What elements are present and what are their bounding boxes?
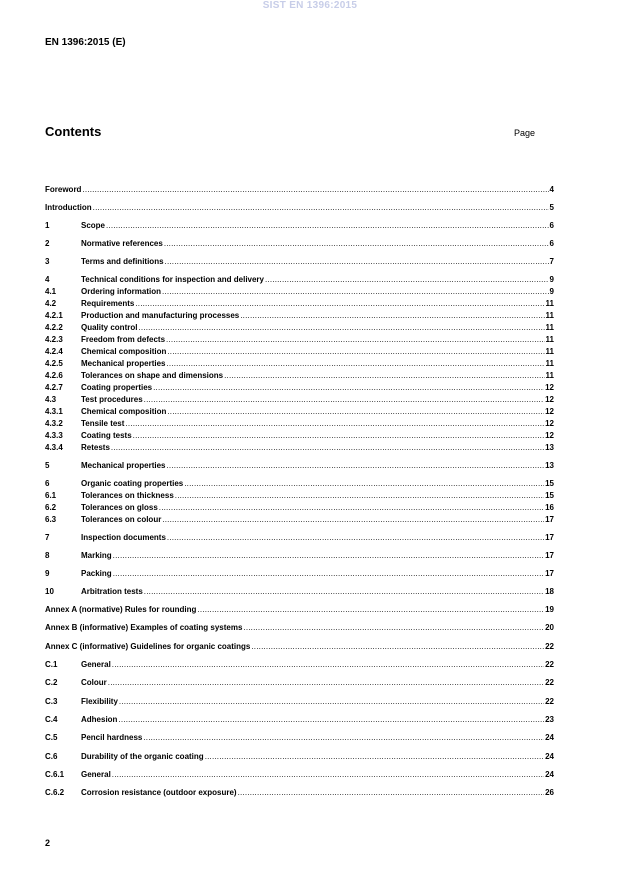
dot-leader xyxy=(167,347,544,357)
toc-entry-number: 4.2.4 xyxy=(45,347,63,356)
toc-entry[interactable] xyxy=(45,431,554,441)
toc-entry-number: C.5 xyxy=(45,733,58,742)
dot-leader xyxy=(133,431,544,441)
toc-entry-number: 4.2.1 xyxy=(45,311,63,320)
dot-leader xyxy=(167,533,544,543)
toc-entry-title: Organic coating properties xyxy=(81,479,184,488)
dot-leader xyxy=(184,479,544,489)
toc-entry[interactable] xyxy=(45,359,554,369)
toc-entry[interactable] xyxy=(45,491,554,501)
toc-entry-number: C.6 xyxy=(45,752,58,761)
toc-entry[interactable] xyxy=(45,479,554,489)
dot-leader xyxy=(162,515,544,525)
toc-entry[interactable] xyxy=(45,383,554,393)
toc-entry[interactable] xyxy=(45,443,554,453)
toc-entry[interactable] xyxy=(45,660,554,670)
toc-entry-number: 9 xyxy=(45,569,50,578)
dot-leader xyxy=(265,275,549,285)
toc-entry-number: 8 xyxy=(45,551,50,560)
dot-leader xyxy=(197,605,544,615)
toc-entry-title: Introduction xyxy=(45,203,92,212)
toc-entry-number: 4.2.2 xyxy=(45,323,63,332)
dot-leader xyxy=(166,335,545,345)
toc-entry-number: 2 xyxy=(45,239,50,248)
toc-entry[interactable] xyxy=(45,239,554,249)
toc-entry-page: 22 xyxy=(545,660,554,669)
toc-entry-number: 10 xyxy=(45,587,54,596)
dot-leader xyxy=(143,733,544,743)
dot-leader xyxy=(175,491,544,501)
toc-entry[interactable] xyxy=(45,323,554,333)
toc-entry-title: Mechanical properties xyxy=(81,359,166,368)
toc-entry-page: 16 xyxy=(545,503,554,512)
toc-entry-number: 4.2.6 xyxy=(45,371,63,380)
toc-entry[interactable] xyxy=(45,407,554,417)
toc-entry-title: Tensile test xyxy=(81,419,125,428)
toc-entry-page: 18 xyxy=(545,587,554,596)
dot-leader xyxy=(138,323,544,333)
toc-entry-page: 17 xyxy=(545,533,554,542)
toc-entry-title: Test procedures xyxy=(81,395,143,404)
dot-leader xyxy=(166,359,544,369)
toc-entry[interactable] xyxy=(45,605,554,615)
toc-entry-page: 22 xyxy=(545,678,554,687)
toc-entry-title: General xyxy=(81,660,111,669)
dot-leader xyxy=(243,623,544,633)
page-title: Contents xyxy=(45,124,102,139)
dot-leader xyxy=(153,383,544,393)
toc-entry-title: Tolerances on gloss xyxy=(81,503,158,512)
toc-entry-page: 9 xyxy=(549,287,554,296)
toc-entry[interactable] xyxy=(45,461,554,471)
toc-entry-title: Annex C (informative) Guidelines for organic coatings xyxy=(45,642,251,651)
dot-leader xyxy=(118,715,544,725)
dot-leader xyxy=(106,221,549,231)
toc-entry-number: 7 xyxy=(45,533,50,542)
toc-entry-page: 24 xyxy=(545,733,554,742)
toc-entry-page: 5 xyxy=(549,203,554,212)
dot-leader xyxy=(240,311,544,321)
toc-entry[interactable] xyxy=(45,533,554,543)
toc-entry-number: 5 xyxy=(45,461,50,470)
watermark: SIST EN 1396:2015 xyxy=(262,0,358,11)
toc-entry-title: Tolerances on thickness xyxy=(81,491,174,500)
toc-entry-page: 11 xyxy=(545,311,554,320)
toc-entry-page: 4 xyxy=(549,185,554,194)
dot-leader xyxy=(82,185,548,195)
toc-entry-title: Requirements xyxy=(81,299,135,308)
toc-entry-number: 4.3 xyxy=(45,395,57,404)
toc-entry-title: Adhesion xyxy=(81,715,118,724)
dot-leader xyxy=(119,697,544,707)
toc-entry[interactable] xyxy=(45,287,554,297)
toc-entry[interactable] xyxy=(45,371,554,381)
dot-leader xyxy=(125,419,544,429)
toc-entry[interactable] xyxy=(45,257,554,267)
dot-leader xyxy=(108,678,544,688)
dot-leader xyxy=(112,660,544,670)
toc-entry[interactable] xyxy=(45,335,554,345)
toc-entry-title: Production and manufacturing processes xyxy=(81,311,240,320)
dot-leader xyxy=(205,752,544,762)
toc-entry-page: 17 xyxy=(545,569,554,578)
toc-entry-title: Freedom from defects xyxy=(81,335,166,344)
toc-entry-title: Pencil hardness xyxy=(81,733,143,742)
toc-entry-page: 15 xyxy=(545,479,554,488)
toc-entry-page: 23 xyxy=(545,715,554,724)
toc-entry-title: Mechanical properties xyxy=(81,461,166,470)
toc-entry-number: C.6.2 xyxy=(45,788,65,797)
toc-entry-number: 4.1 xyxy=(45,287,57,296)
toc-entry-title: Technical conditions for inspection and delivery xyxy=(81,275,264,284)
toc-entry-title: Marking xyxy=(81,551,112,560)
toc-entry-page: 17 xyxy=(545,551,554,560)
dot-leader xyxy=(167,407,544,417)
dot-leader xyxy=(135,299,544,309)
toc-entry-title: Ordering information xyxy=(81,287,161,296)
toc-entry-number: 4.2.7 xyxy=(45,383,63,392)
toc-entry-page: 19 xyxy=(545,605,554,614)
dot-leader xyxy=(144,395,544,405)
toc-entry-title: Durability of the organic coating xyxy=(81,752,204,761)
toc-entry[interactable] xyxy=(45,395,554,405)
toc-entry-page: 13 xyxy=(545,461,554,470)
toc-entry-number: C.6.1 xyxy=(45,770,65,779)
toc-entry-title: Foreword xyxy=(45,185,82,194)
toc-entry[interactable] xyxy=(45,678,554,688)
toc-entry-page: 17 xyxy=(545,515,554,524)
toc-entry-number: 6 xyxy=(45,479,50,488)
toc-entry-title: Chemical composition xyxy=(81,347,167,356)
toc-entry-title: Retests xyxy=(81,443,110,452)
toc-entry-title: Coating tests xyxy=(81,431,132,440)
toc-entry-title: Quality control xyxy=(81,323,138,332)
toc-entry[interactable] xyxy=(45,347,554,357)
toc-entry[interactable] xyxy=(45,221,554,231)
toc-entry[interactable] xyxy=(45,733,554,743)
toc-entry-number: 4.3.1 xyxy=(45,407,63,416)
toc-entry-page: 13 xyxy=(545,443,554,452)
toc-entry-title: Corrosion resistance (outdoor exposure) xyxy=(81,788,237,797)
toc-entry-number: 4 xyxy=(45,275,50,284)
toc-entry-number: 4.2.3 xyxy=(45,335,63,344)
toc-entry-page: 12 xyxy=(545,407,554,416)
toc-entry[interactable] xyxy=(45,503,554,513)
toc-entry-number: C.4 xyxy=(45,715,58,724)
dot-leader xyxy=(238,788,545,798)
toc-entry-number: 6.1 xyxy=(45,491,57,500)
toc-entry-page: 7 xyxy=(549,257,554,266)
toc-entry-page: 15 xyxy=(545,491,554,500)
toc-entry-title: Scope xyxy=(81,221,106,230)
toc-entry[interactable] xyxy=(45,569,554,579)
toc-entry-number: 4.2.5 xyxy=(45,359,63,368)
dot-leader xyxy=(224,371,544,381)
toc-entry-page: 20 xyxy=(545,623,554,632)
toc-entry-number: 4.3.3 xyxy=(45,431,63,440)
toc-entry[interactable] xyxy=(45,299,554,309)
toc-entry-title: Annex B (informative) Examples of coating systems xyxy=(45,623,243,632)
toc-entry-title: Arbitration tests xyxy=(81,587,143,596)
dot-leader xyxy=(113,569,544,579)
toc-entry[interactable] xyxy=(45,642,554,652)
toc-entry-page: 11 xyxy=(545,323,554,332)
toc-entry-title: Terms and definitions xyxy=(81,257,164,266)
toc-entry-page: 11 xyxy=(545,359,554,368)
toc-entry-page: 11 xyxy=(545,347,554,356)
toc-entry-title: Inspection documents xyxy=(81,533,166,542)
toc-entry-page: 24 xyxy=(545,752,554,761)
page-column-label: Page xyxy=(514,128,536,138)
toc-entry-page: 12 xyxy=(545,383,554,392)
toc-entry[interactable] xyxy=(45,623,554,633)
toc-entry-title: Chemical composition xyxy=(81,407,167,416)
page-number: 2 xyxy=(45,838,51,848)
toc-entry[interactable] xyxy=(45,770,554,780)
toc-entry-number: 4.2 xyxy=(45,299,57,308)
toc-entry[interactable] xyxy=(45,551,554,561)
toc-entry[interactable] xyxy=(45,515,554,525)
toc-entry-number: 4.3.2 xyxy=(45,419,63,428)
dot-leader xyxy=(111,443,544,453)
toc-entry-title: Tolerances on colour xyxy=(81,515,162,524)
dot-leader xyxy=(144,587,544,597)
dot-leader xyxy=(164,239,549,249)
toc-entry-page: 9 xyxy=(549,275,554,284)
toc-entry-page: 24 xyxy=(545,770,554,779)
dot-leader xyxy=(93,203,549,213)
dot-leader xyxy=(112,770,544,780)
toc-entry-page: 12 xyxy=(545,419,554,428)
toc-entry-title: Normative references xyxy=(81,239,163,248)
toc-entry-title: Packing xyxy=(81,569,112,578)
toc-entry-number: C.1 xyxy=(45,660,58,669)
toc-entry-page: 6 xyxy=(549,221,554,230)
toc-entry[interactable] xyxy=(45,788,554,798)
toc-entry-number: 3 xyxy=(45,257,50,266)
toc-entry-title: General xyxy=(81,770,111,779)
toc-entry-page: 11 xyxy=(545,299,554,308)
toc-entry[interactable] xyxy=(45,419,554,429)
toc-entry-page: 22 xyxy=(545,642,554,651)
dot-leader xyxy=(113,551,544,561)
toc-entry-title: Tolerances on shape and dimensions xyxy=(81,371,224,380)
toc-entry-page: 12 xyxy=(545,431,554,440)
toc-entry-page: 12 xyxy=(545,395,554,404)
toc-entry[interactable] xyxy=(45,587,554,597)
toc-entry-title: Colour xyxy=(81,678,107,687)
toc-entry-title: Annex A (normative) Rules for rounding xyxy=(45,605,197,614)
toc-entry-page: 11 xyxy=(545,371,554,380)
toc-entry-page: 26 xyxy=(545,788,554,797)
toc-entry[interactable] xyxy=(45,311,554,321)
toc-entry[interactable] xyxy=(45,697,554,707)
toc-entry-number: 6.3 xyxy=(45,515,57,524)
document-id: EN 1396:2015 (E) xyxy=(45,37,126,48)
dot-leader xyxy=(251,642,544,652)
dot-leader xyxy=(162,287,549,297)
dot-leader xyxy=(159,503,544,513)
toc-entry-number: C.2 xyxy=(45,678,58,687)
dot-leader xyxy=(166,461,544,471)
toc-entry-title: Coating properties xyxy=(81,383,153,392)
toc-entry[interactable] xyxy=(45,752,554,762)
toc-entry-page: 11 xyxy=(545,335,554,344)
toc-entry-number: 6.2 xyxy=(45,503,57,512)
toc-entry-page: 22 xyxy=(545,697,554,706)
toc-entry-number: C.3 xyxy=(45,697,58,706)
toc-entry[interactable] xyxy=(45,185,554,195)
dot-leader xyxy=(165,257,549,267)
toc-entry-title: Flexibility xyxy=(81,697,118,706)
toc-entry-page: 6 xyxy=(549,239,554,248)
toc-entry-number: 4.3.4 xyxy=(45,443,63,452)
toc-entry[interactable] xyxy=(45,203,554,213)
toc-entry[interactable] xyxy=(45,715,554,725)
toc-entry[interactable] xyxy=(45,275,554,285)
toc-entry-number: 1 xyxy=(45,221,50,230)
